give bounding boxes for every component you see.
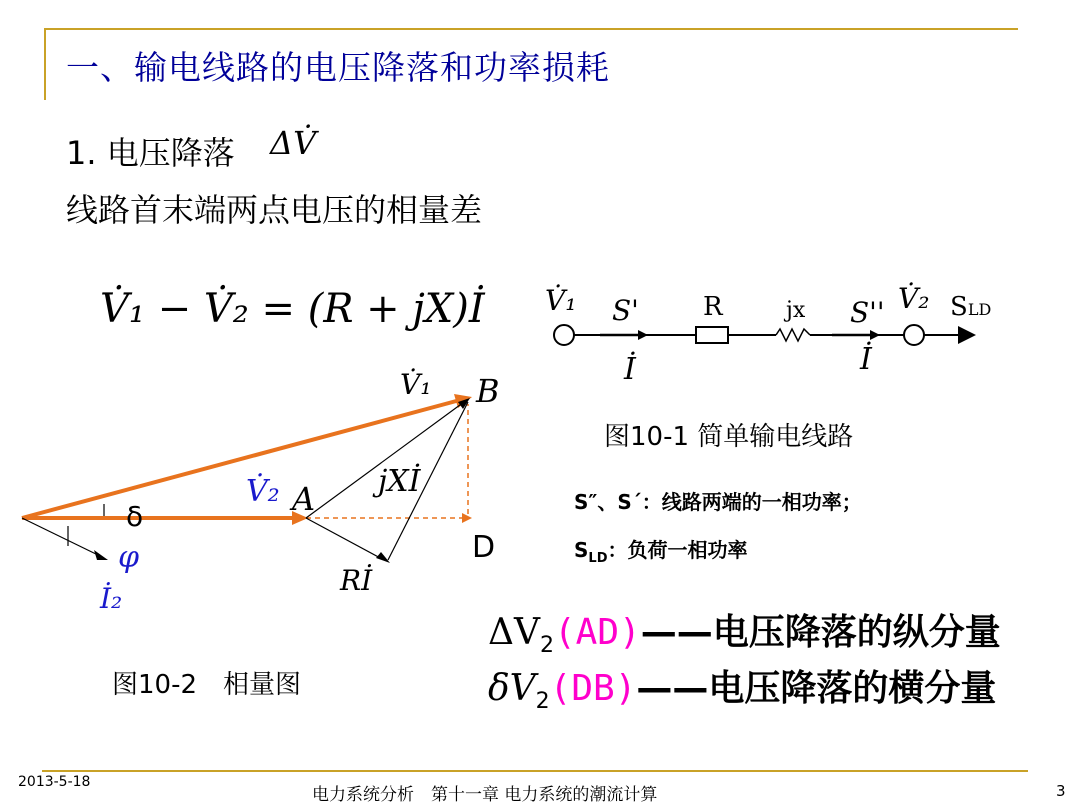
note-power-ends: S″、S´：线路两端的一相功率；: [574, 490, 862, 514]
title-accent-bar: [44, 28, 46, 100]
phasor-delta-label: δ: [126, 500, 144, 533]
phasor-caption: 图10-2 相量图: [112, 670, 302, 700]
phasor-phi-label: φ: [118, 540, 140, 575]
footer-chapter: 电力系统分析 第十一章 电力系统的潮流计算: [312, 785, 658, 805]
circuit-current-2: İ: [860, 342, 872, 377]
dashed-ad-head: [462, 513, 472, 523]
circuit-s-dprime: S'': [850, 296, 885, 329]
receiving-bus-node: [904, 325, 924, 345]
main-equation: V̇₁ − V̇₂ = (R + jX)İ: [100, 286, 485, 332]
current-phasor-head: [94, 550, 108, 560]
load-arrow: [958, 326, 976, 344]
footer-date: 2013-5-18: [18, 774, 91, 790]
phasor-v1-shaft: [22, 400, 460, 518]
sending-bus-node: [554, 325, 574, 345]
circuit-v1: V̇₁: [545, 284, 577, 317]
circuit-jx-label: jx: [786, 298, 806, 323]
reactance-symbol: [776, 329, 810, 341]
phasor-jxi-label: jXİ: [378, 464, 421, 499]
top-divider: [44, 28, 1018, 30]
circuit-current-1: İ: [624, 352, 636, 387]
longitudinal-component: $\Delta V_2(AD)——$电压降落的纵分量: [488, 612, 1001, 659]
circuit-sld: SLD: [950, 292, 992, 322]
definition-text: 线路首末端两点电压的相量差: [66, 191, 483, 229]
slide-title: 一、输电线路的电压降落和功率损耗: [66, 48, 610, 87]
circuit-diagram: [540, 280, 1010, 400]
phasor-ri-label: Rİ: [340, 564, 373, 597]
footer-divider: [42, 770, 1028, 772]
circuit-r-label: R: [703, 292, 723, 322]
circuit-s-prime: S': [612, 294, 639, 327]
phasor-i2-label: İ₂: [100, 582, 123, 615]
ri-line: [306, 518, 384, 560]
phasor-point-d: D: [472, 530, 496, 565]
note-load-power: $S_{LD}$：负荷一相功率: [574, 538, 748, 566]
phasor-point-b: B: [476, 372, 500, 410]
page-number: 3: [1056, 782, 1066, 800]
phasor-point-a: A: [292, 480, 316, 518]
ri-head: [376, 552, 390, 563]
section-label: 1. 电压降落: [66, 134, 235, 172]
phasor-v2-label: V̇₂: [246, 474, 280, 509]
circuit-v2: V̇₂: [898, 282, 930, 315]
resistor-symbol: [696, 327, 728, 343]
circuit-caption: 图10-1 简单输电线路: [604, 422, 854, 452]
current-arrow-2-head: [870, 330, 880, 340]
section-symbol: ΔV̇: [270, 124, 317, 162]
phasor-v1-label: V̇₁: [400, 368, 432, 401]
current-phasor: [22, 518, 100, 556]
transverse-component: $\delta V_2(DB)——$电压降落的横分量: [488, 668, 997, 715]
current-arrow-1-head: [638, 330, 648, 340]
